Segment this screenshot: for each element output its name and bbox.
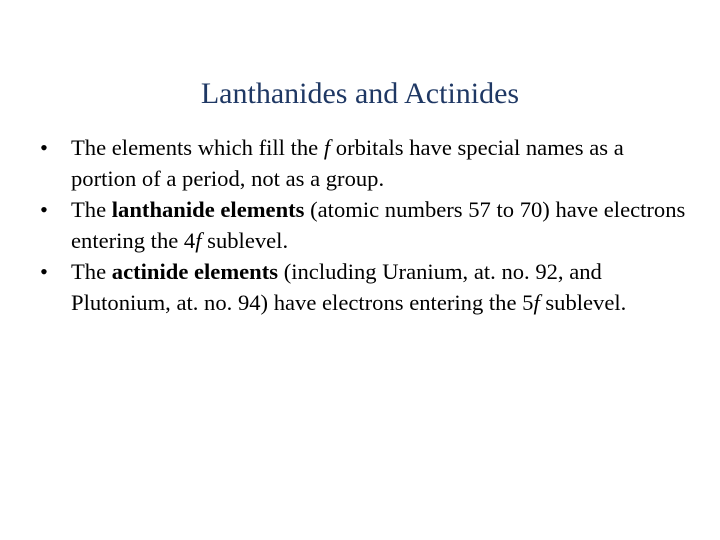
bullet-1-italic-f: f: [323, 135, 331, 160]
slide-title: Lanthanides and Actinides: [200, 77, 520, 110]
bullet-item-3: [40, 256, 690, 318]
bullet-list: [40, 132, 690, 318]
bullet-1-text-b: orbitals have special names as a portion of a period, not as a group.: [71, 135, 624, 191]
bullet-marker: •: [40, 135, 48, 160]
bullet-1-text-a: The elements which fill the: [71, 135, 324, 160]
bullet-marker: •: [40, 259, 48, 284]
bullet-3-bold-term: actinide elements: [111, 259, 279, 284]
bullet-3-text-b: (including Uranium, at. no. 92, and Plutonium, at. no. 94) have electrons entering the 5: [71, 259, 602, 315]
bullet-2-bold-term: lanthanide elements: [111, 197, 305, 222]
bullet-item-1: [40, 132, 690, 194]
bullet-marker: •: [40, 197, 48, 222]
bullet-2-text-c: sublevel.: [201, 228, 289, 253]
bullet-3-text-a: The: [71, 259, 112, 284]
bullet-2-text-a: The: [71, 197, 112, 222]
bullet-item-2: [40, 194, 690, 256]
bullet-3-italic-f: f: [533, 290, 540, 315]
bullet-3-text-c: sublevel.: [539, 290, 627, 315]
bullet-2-italic-f: f: [195, 228, 202, 253]
bullet-2-text-b: (atomic numbers 57 to 70) have electrons entering the 4: [71, 197, 686, 253]
